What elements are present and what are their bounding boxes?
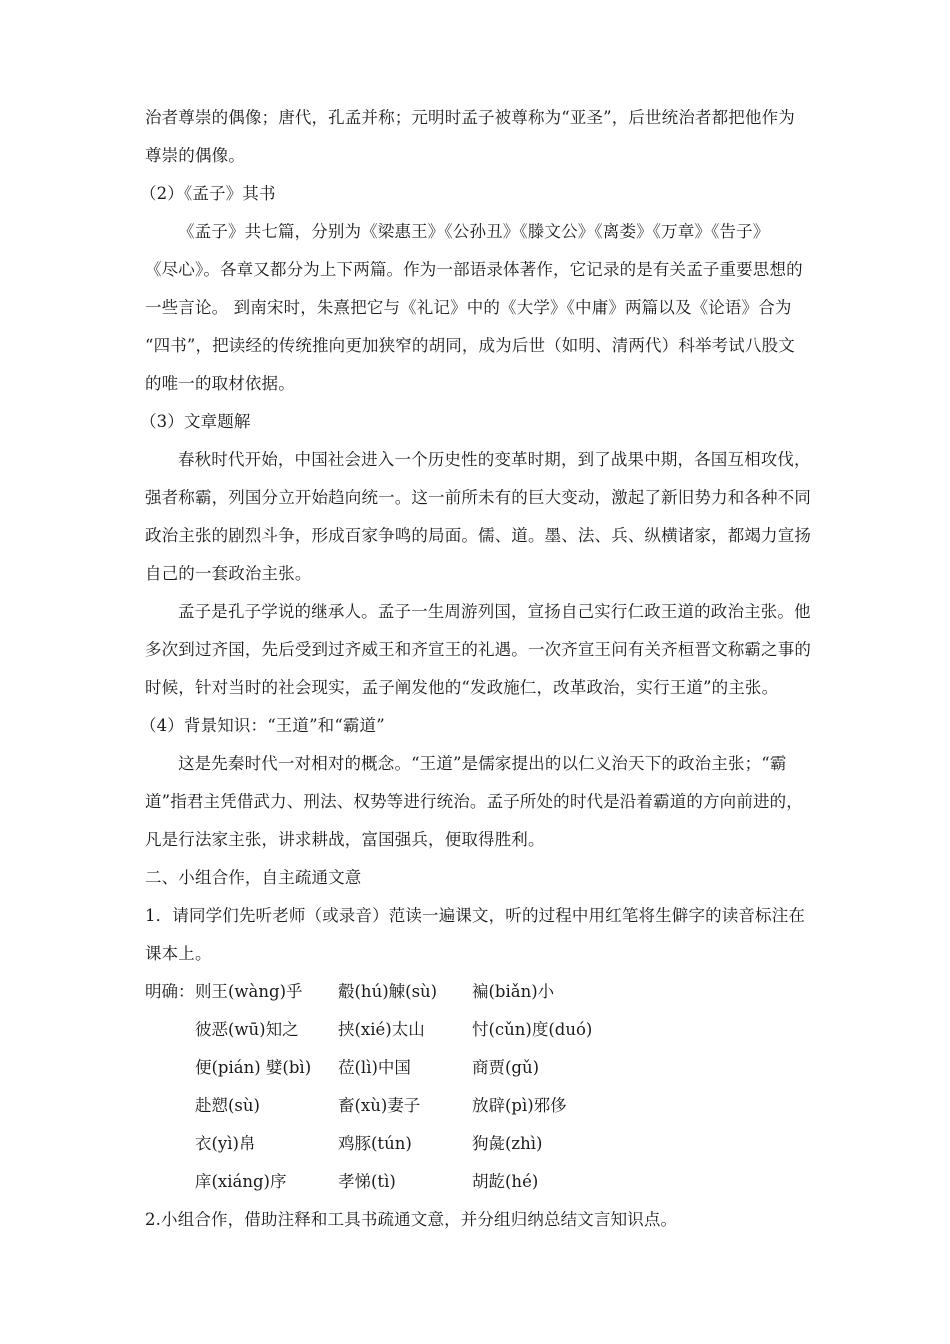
paragraph-line: 《尽心》。各章又都分为上下两篇。作为一部语录体著作，它记录的是有关孟子重要思想的 (145, 260, 803, 279)
pinyin-entry: 则王(wàng)乎 (195, 982, 303, 1001)
section-title: 二、小组合作，自主疏通文意 (145, 868, 362, 887)
pinyin-entry: 挟(xié)太山 (338, 1020, 425, 1039)
pinyin-entry: 孝悌(tì) (338, 1172, 396, 1191)
paragraph-line: 强者称霸，列国分立开始趋向统一。这一前所未有的巨大变动，激起了新旧势力和各种不同 (145, 488, 811, 507)
pinyin-entry: 赴愬(sù) (195, 1096, 260, 1115)
pinyin-entry: 庠(xiáng)序 (195, 1172, 287, 1191)
pinyin-entry: 商贾(gǔ) (472, 1058, 540, 1077)
pinyin-entry: 便(pián) 嬖(bì) (195, 1058, 312, 1077)
paragraph-line: 《孟子》共七篇，分别为《梁惠王》《公孙丑》《滕文公》《离娄》《万章》《告子》 (178, 222, 770, 241)
pinyin-entry: 觳(hú)觫(sù) (338, 982, 438, 1001)
section-heading: （3）文章题解 (140, 412, 251, 431)
paragraph-line: 多次到过齐国，先后受到过齐威王和齐宣王的礼遇。一次齐宣王问有关齐桓晋文称霸之事的 (145, 640, 811, 659)
paragraph-line: 的唯一的取材依据。 (145, 374, 295, 393)
paragraph-line: 尊崇的偶像。 (145, 146, 245, 165)
section-heading: （2）《孟子》其书 (140, 184, 276, 203)
pinyin-entry: 褊(biǎn)小 (472, 982, 555, 1001)
pinyin-entry: 忖(cǔn)度(duó) (472, 1020, 593, 1039)
paragraph-line: 凡是行法家主张，讲求耕战，富国强兵，便取得胜利。 (145, 830, 545, 849)
paragraph-line: 春秋时代开始，中国社会进入一个历史性的变革时期，到了战果中期，各国互相攻伐， (178, 450, 811, 469)
paragraph-line: 1．请同学们先听老师（或录音）范读一遍课文，听的过程中用红笔将生僻字的读音标注在 (145, 906, 805, 925)
paragraph-line: 2.小组合作，借助注释和工具书疏通文意，并分组归纳总结文言知识点。 (145, 1210, 678, 1229)
pinyin-entry: 胡龁(hé) (472, 1172, 539, 1191)
paragraph-line: 孟子是孔子学说的继承人。孟子一生周游列国，宣扬自己实行仁政王道的政治主张。他 (178, 602, 811, 621)
pinyin-entry: 畜(xù)妻子 (338, 1096, 421, 1115)
pinyin-entry: 彼恶(wū)知之 (195, 1020, 299, 1039)
pinyin-entry: 放辟(pì)邪侈 (472, 1096, 567, 1115)
pinyin-entry: 狗彘(zhì) (472, 1134, 543, 1153)
section-heading: （4）背景知识：“王道”和“霸道” (140, 716, 385, 735)
answer-label: 明确： (145, 982, 195, 1001)
pinyin-entry: 莅(lì)中国 (338, 1058, 411, 1077)
paragraph-line: 政治主张的剧烈斗争，形成百家争鸣的局面。儒、道。墨、法、兵、纵横诸家，都竭力宣扬 (145, 526, 811, 545)
paragraph-line: 时候，针对当时的社会现实，孟子阐发他的“发政施仁，改革政治，实行王道”的主张。 (145, 678, 779, 697)
pinyin-entry: 衣(yì)帛 (195, 1134, 256, 1153)
pinyin-entry: 鸡豚(tún) (338, 1134, 412, 1153)
paragraph-line: 治者尊崇的偶像；唐代，孔孟并称；元明时孟子被尊称为“亚圣”，后世统治者都把他作为 (145, 108, 795, 127)
paragraph-line: “四书”，把读经的传统推向更加狭窄的胡同，成为后世（如明、清两代）科举考试八股文 (145, 336, 795, 355)
paragraph-line: 一些言论。 到南宋时，朱熹把它与《礼记》中的《大学》《中庸》两篇以及《论语》合为 (145, 298, 792, 317)
paragraph-line: 自己的一套政治主张。 (145, 564, 312, 583)
paragraph-line: 道”指君主凭借武力、刑法、权势等进行统治。孟子所处的时代是沿着霸道的方向前进的， (145, 792, 803, 811)
paragraph-line: 这是先秦时代一对相对的概念。“王道”是儒家提出的以仁义治天下的政治主张；“霸 (178, 754, 787, 773)
paragraph-line: 课本上。 (145, 944, 212, 963)
